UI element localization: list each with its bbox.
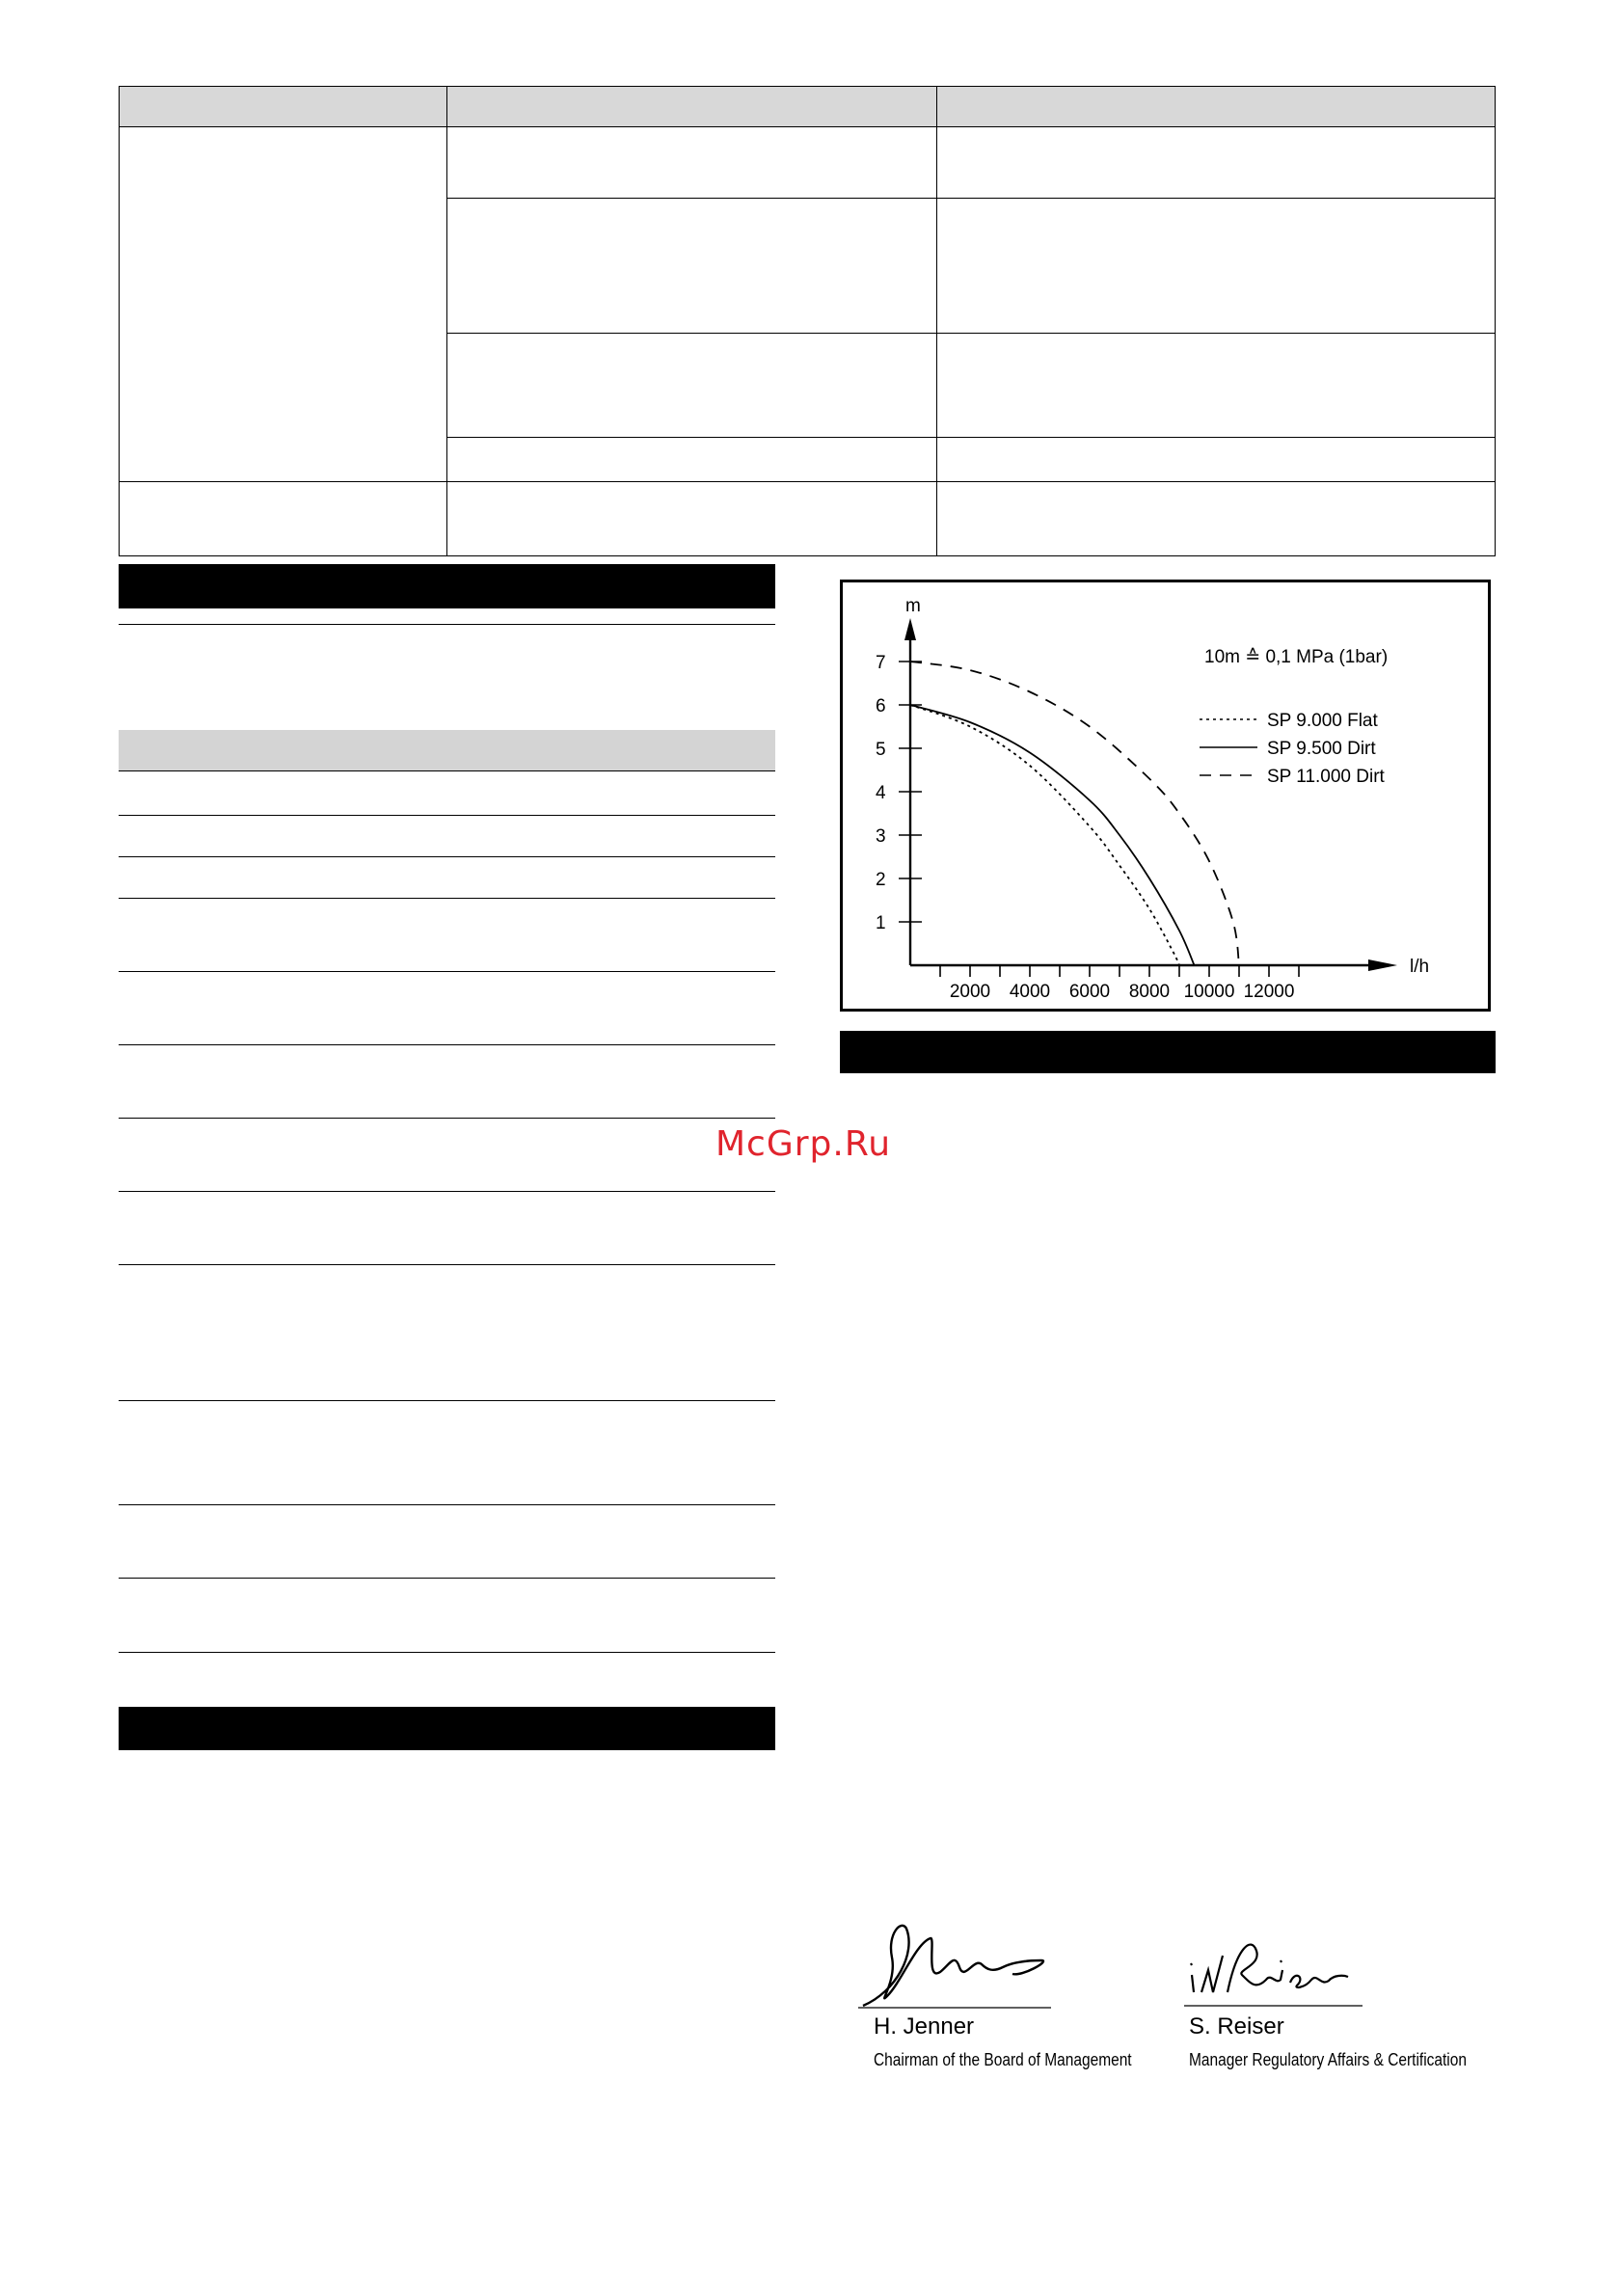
- rule-line: [119, 1400, 775, 1401]
- pressure-conversion-note: 10m ≙ 0,1 MPa (1bar): [1204, 647, 1389, 667]
- table-cell: [446, 198, 938, 335]
- signatory-name: S. Reiser: [1189, 2013, 1284, 2039]
- signatory-name: H. Jenner: [874, 2013, 975, 2039]
- rule-line: [119, 1264, 775, 1265]
- y-tick-label: 6: [876, 696, 886, 716]
- table-header-col-1: [119, 86, 448, 128]
- table-header-col-3: [936, 86, 1496, 128]
- x-tick-label: 2000: [949, 982, 991, 1002]
- technical-data-header: [119, 730, 775, 770]
- rule-line: [119, 1191, 775, 1192]
- table-cell: [936, 198, 1496, 335]
- watermark-text: McGrp.Ru: [715, 1124, 892, 1164]
- section-header-bar: [840, 1031, 1496, 1073]
- signatory-role: Manager Regulatory Affairs & Certification: [1189, 2050, 1467, 2069]
- table-cell: [936, 333, 1496, 439]
- y-tick-label: 4: [876, 783, 886, 803]
- y-axis-label: m: [905, 596, 921, 616]
- y-tick-label: 3: [876, 826, 886, 847]
- specification-table: [119, 86, 1496, 556]
- x-tick-label: 10000: [1183, 982, 1235, 1002]
- legend-entry: SP 11.000 Dirt: [1267, 767, 1385, 787]
- table-cell: [446, 437, 938, 483]
- signature-reiser: [1184, 1927, 1377, 2013]
- y-tick-label: 2: [876, 870, 886, 890]
- rule-line: [119, 815, 775, 816]
- table-header-col-2: [446, 86, 938, 128]
- legend-entry: SP 9.000 Flat: [1267, 711, 1378, 731]
- rule-line: [119, 1044, 775, 1045]
- x-tick-label: 6000: [1068, 982, 1111, 1002]
- x-tick-label: 12000: [1243, 982, 1295, 1002]
- rule-line: [119, 898, 775, 899]
- chart-canvas: [843, 582, 1488, 1009]
- y-tick-label: 5: [876, 740, 886, 760]
- table-cell: [936, 481, 1496, 556]
- y-tick-label: 1: [876, 913, 886, 933]
- series-line-1: [910, 705, 1179, 965]
- table-cell: [446, 126, 938, 200]
- table-cell: [446, 481, 938, 556]
- section-header-bar: [119, 564, 775, 608]
- table-cell: [446, 333, 938, 439]
- signature-jenner: [858, 1914, 1080, 2020]
- pump-performance-chart: [840, 580, 1491, 1012]
- x-axis-arrow: [1368, 959, 1397, 971]
- table-cell: [119, 481, 448, 556]
- x-tick-label: 4000: [1009, 982, 1051, 1002]
- x-tick-label: 8000: [1128, 982, 1171, 1002]
- rule-line: [119, 856, 775, 857]
- rule-line: [119, 1504, 775, 1505]
- x-axis-label: l/h: [1410, 957, 1430, 977]
- section-header-bar: [119, 1707, 775, 1750]
- signatory-role: Chairman of the Board of Management: [874, 2050, 1132, 2069]
- rule-line: [119, 624, 775, 625]
- rule-line: [119, 1652, 775, 1653]
- series-line-2: [910, 705, 1195, 965]
- rule-line: [119, 770, 775, 771]
- table-cell: [119, 126, 448, 483]
- rule-line: [119, 1118, 775, 1119]
- y-axis-arrow: [904, 618, 916, 640]
- rule-line: [119, 1578, 775, 1579]
- table-cell: [936, 437, 1496, 483]
- y-tick-label: 7: [876, 653, 886, 673]
- table-cell: [936, 126, 1496, 200]
- legend-entry: SP 9.500 Dirt: [1267, 739, 1376, 759]
- rule-line: [119, 971, 775, 972]
- series-line-3: [910, 662, 1239, 965]
